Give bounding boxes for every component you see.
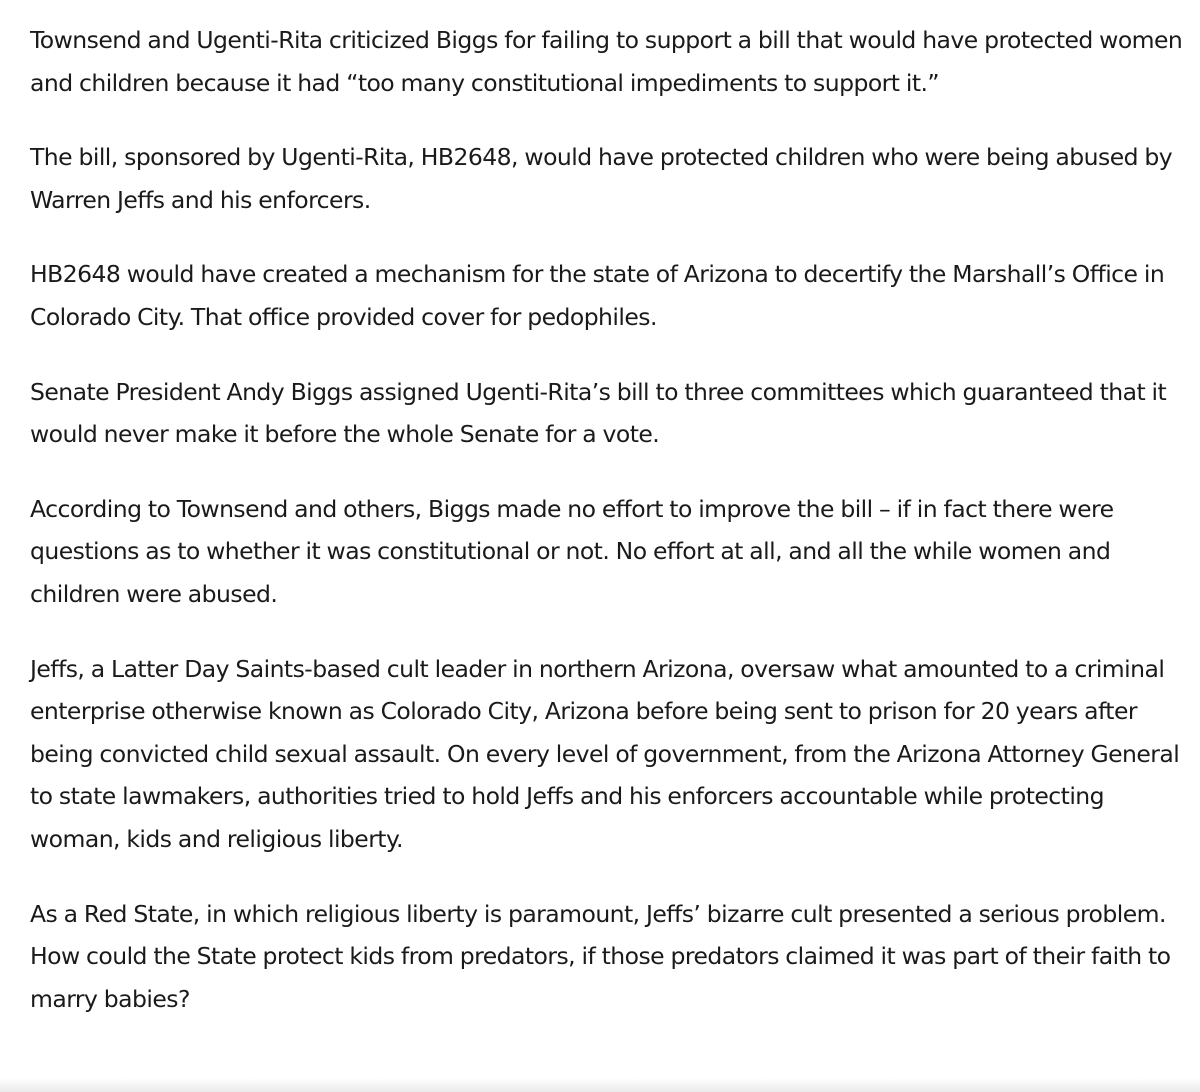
paragraph-4: Senate President Andy Biggs assigned Ugenti-Rita’s bill to three committees which guaranteed that it would never make it before the whole Senate for a vote. [30, 377, 1167, 449]
paragraph-6: Jeffs, a Latter Day Saints-based cult leader in northern Arizona, oversaw what amounted to a criminal enterprise otherwise known as Colorado City, Arizona before being sent to prison for 20 years after being convicted child sexual assault. On every level of government, from the Arizona Attorney General to state lawmakers, authorities tried to hold Jeffs and his enforcers accountable while protecting woman, kids and religious liberty. [30, 654, 1180, 853]
paragraph-1: Townsend and Ugenti-Rita criticized Biggs for failing to support a bill that would have protected women and children because it had “too many constitutional impediments to support it.” [30, 26, 1183, 97]
bottom-fade [0, 1078, 1200, 1092]
paragraph-3: HB2648 would have created a mechanism for the state of Arizona to decertify the Marshall’s Office in Colorado City. That office provided cover for pedophiles. [30, 260, 1165, 331]
paragraph-2: The bill, sponsored by Ugenti-Rita, HB2648, would have protected children who were being abused by Warren Jeffs and his enforcers. [30, 143, 1173, 214]
article-body [30, 19, 1196, 1052]
paragraph-7: As a Red State, in which religious liberty is paramount, Jeffs’ bizarre cult presented a serious problem. How could the State protect kids from predators, if those predators claimed it was part of their faith to marry babies? [30, 899, 1171, 1013]
paragraph-5: According to Townsend and others, Biggs made no effort to improve the bill – if in fact there were questions as to whether it was constitutional or not. No effort at all, and all the while women and children were abused. [30, 494, 1114, 608]
